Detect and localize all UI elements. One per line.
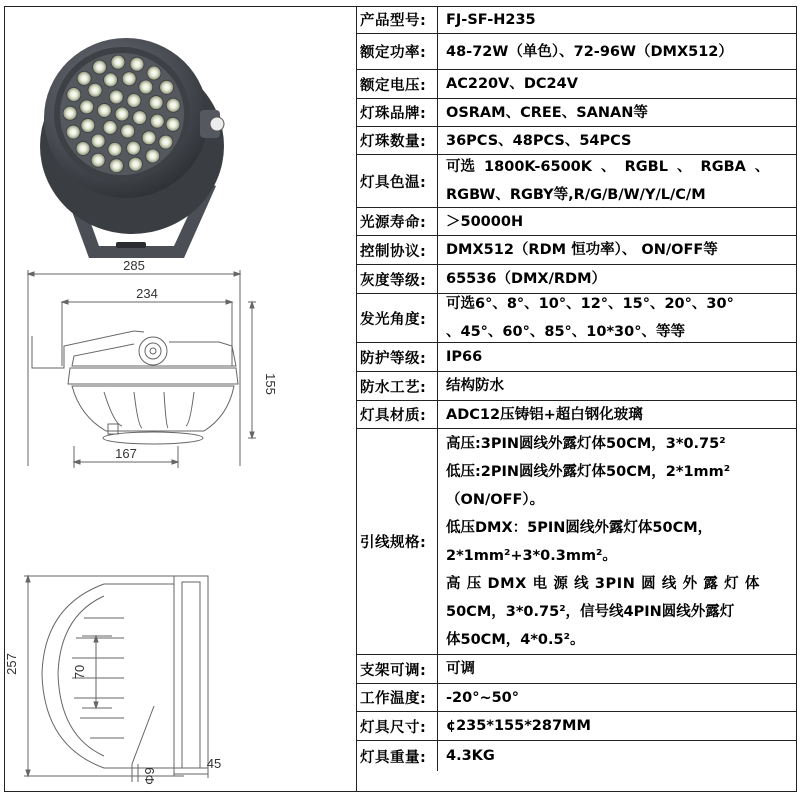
spec-row [357,155,797,208]
spec-row [357,294,797,343]
spec-label: 灯具尺寸: [357,712,438,740]
spec-value-line: FJ-SF-H235 [446,11,536,28]
spec-row [357,684,797,712]
spec-table [357,6,797,792]
spec-row [357,99,797,127]
led-lens [127,94,141,108]
spec-label: 灯珠数量: [357,127,438,154]
spec-value [438,34,797,69]
side-view-drawing [24,576,208,782]
spec-label: 额定电压: [357,70,438,98]
spec-value-line: DMX512（RDM 恒功率）、 ON/OFF等 [446,242,718,258]
spec-value [438,99,797,126]
spec-value [438,741,797,771]
spec-label: 发光角度: [357,294,438,342]
spec-label: 产品型号: [357,6,438,33]
spec-row [357,712,797,741]
spec-row [357,236,797,265]
spec-label: 防水工艺: [357,372,438,400]
product-photo [40,38,224,258]
dim-depth: 45 [206,756,222,771]
spec-label: 灯珠品牌: [357,99,438,126]
led-lens [121,124,135,138]
spec-row [357,343,797,372]
spec-value [438,684,797,711]
led-lens [122,72,136,86]
led-lens [160,80,174,94]
spec-value-line: 低压:2PIN圆线外露灯体50CM，2*1mm² [446,463,731,480]
spec-row [357,208,797,236]
spec-value-line: 低压DMX：5PIN圆线外露灯体50CM， [446,519,713,536]
spec-value [438,655,797,683]
led-lens [80,100,94,114]
spec-value-line: 可选 1800K-6500K 、 RGBL 、 RGBA 、 [446,159,770,175]
spec-label: 灰度等级: [357,265,438,293]
led-lens [146,149,160,163]
spec-value [438,372,797,400]
spec-value-line: 4.3KG [446,748,495,764]
led-lens [126,141,140,155]
led-lens [109,159,123,173]
spec-value-line: -20°~50° [446,689,520,706]
spec-value-line: 高压:3PIN圆线外露灯体50CM，3*0.75² [446,435,726,452]
led-lens [108,142,122,156]
led-lens [103,120,117,134]
led-lens [130,57,144,71]
spec-label: 防护等级: [357,343,438,371]
led-lens [97,103,111,117]
spec-value-line: OSRAM、CREE、SANAN等 [446,104,648,121]
led-lens [166,117,180,131]
led-lens [159,135,173,149]
spec-value [438,208,797,235]
led-lens [133,111,147,125]
spec-value-line: ¢235*155*287MM [446,718,591,734]
spec-value-line: ADC12压铸铝+超白钢化玻璃 [446,406,643,423]
spec-row [357,741,797,771]
led-lens [149,96,163,110]
led-lens [91,134,105,148]
spec-value-line: 体50CM，4*0.5²。 [446,631,585,648]
spec-value [438,343,797,371]
led-lens [147,66,161,80]
led-lens [166,98,180,112]
spec-value-line: IP66 [446,349,483,365]
led-lens [91,153,105,167]
spec-value-line: 可调 [446,661,475,677]
led-lens [81,118,95,132]
spec-value-line: RGBW、RGBY等,R/G/B/W/Y/L/C/M [446,187,706,203]
spec-label: 额定功率: [357,34,438,69]
spec-value [438,265,797,293]
led-lens [93,60,107,74]
spec-value [438,6,797,33]
spec-value-line: ＞50000H [446,213,524,230]
spec-label: 光源寿命: [357,208,438,235]
led-lens [128,157,142,171]
led-lens [63,106,77,120]
led-lens [67,87,81,101]
dim-base-width: 167 [115,446,137,461]
led-lens [111,55,125,69]
spec-row [357,6,797,34]
spec-value [438,712,797,740]
spec-value-line: 、45°、60°、85°、10*30°、等等 [446,324,685,340]
led-lens [88,83,102,97]
spec-value [438,236,797,264]
spec-value-line: 48-72W（单色）、72-96W（DMX512） [446,43,733,60]
dim-bracket-height: 70 [72,664,87,680]
spec-row [357,372,797,401]
spec-label: 灯具色温: [357,155,438,207]
spec-value [438,294,797,342]
spec-value-line: 结构防水 [446,378,504,394]
spec-value [438,401,797,428]
spec-label: 灯具材质: [357,401,438,428]
spec-value-line: 高 压 DMX 电 源 线 3PIN 圆 线 外 露 灯 体 [446,575,760,592]
spec-value-line: AC220V、DC24V [446,76,578,92]
spec-row [357,429,797,655]
product-drawings [4,6,357,792]
led-lens [150,114,164,128]
spec-label: 灯具重量: [357,741,438,771]
led-lens [142,131,156,145]
spec-value-line: 2*1mm²+3*0.3mm²。 [446,547,617,564]
led-lens [115,107,129,121]
spec-row [357,70,797,99]
spec-value-line: 65536（DMX/RDM） [446,271,607,287]
led-lens [104,73,118,87]
spec-row [357,34,797,70]
spec-value [438,429,797,654]
spec-value [438,127,797,154]
spec-value-line: 可选6°、8°、10°、12°、15°、20°、30° [446,296,734,312]
spec-value [438,70,797,98]
led-lens [66,125,80,139]
dim-height: 155 [263,373,278,395]
spec-value-line: 36PCS、48PCS、54PCS [446,132,632,149]
spec-row [357,655,797,684]
spec-value-line: （ON/OFF）。 [446,491,545,508]
spec-label: 控制协议: [357,236,438,264]
spec-label: 引线规格: [357,429,438,654]
led-lens [139,80,153,94]
dim-overall-width: 285 [123,258,145,273]
led-lens [109,90,123,104]
dim-cable-diameter: Φ9 [142,767,157,785]
spec-value [438,155,797,207]
spec-value-line: 50CM，3*0.75²，信号线4PIN圆线外露灯 [446,603,735,620]
spec-label: 工作温度: [357,684,438,711]
led-lens [77,71,91,85]
spec-row [357,401,797,429]
led-lens [76,141,90,155]
spec-label: 支架可调: [357,655,438,683]
spec-row [357,127,797,155]
dim-inner-width: 234 [136,286,158,301]
dim-side-height: 257 [4,653,19,675]
product-illustration-panel [4,6,357,792]
